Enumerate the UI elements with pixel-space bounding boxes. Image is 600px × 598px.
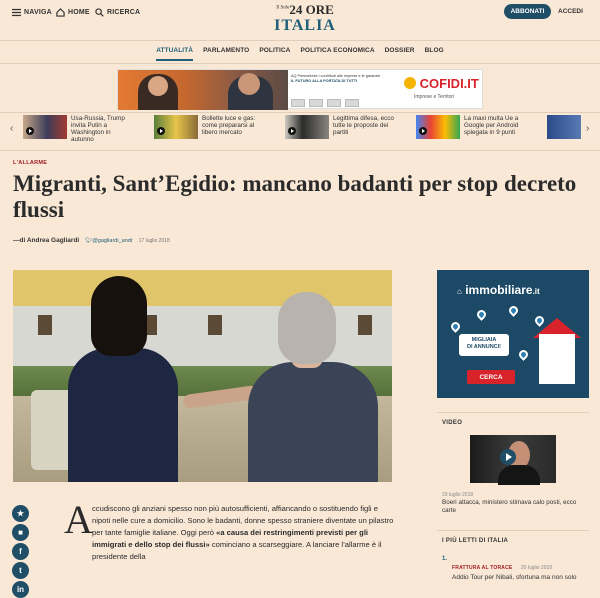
author-name[interactable]: —di Andrea Gagliardi — [13, 237, 80, 244]
ad-text: AQ Piemontese i contributi alle imprese e le garanzie IL FUTURO ALLA PORTATA DI TUTTI — [291, 74, 381, 83]
article-headline: Migranti, Sant’Egidio: mancano badanti per stop decreto flussi — [13, 171, 577, 222]
news-strip-title: La maxi multa Ue a Google per Android spiegata in 9 punti — [464, 115, 519, 136]
cofidi-logo: COFIDI.IT — [404, 76, 479, 91]
divider — [0, 63, 600, 64]
news-strip-item[interactable] — [416, 115, 526, 143]
news-strip — [0, 113, 600, 145]
tab-blog[interactable]: BLOG — [424, 47, 444, 54]
map-pin-icon — [507, 304, 520, 317]
twitter-share-button[interactable] — [12, 562, 29, 579]
byline — [13, 237, 170, 244]
ad-immobiliare[interactable] — [437, 270, 589, 398]
divider — [0, 150, 600, 151]
naviga-menu-button[interactable] — [12, 6, 52, 18]
immo-bubble: MIGLIAIA DI ANNUNCI! — [459, 334, 509, 356]
map-pin-icon — [475, 308, 488, 321]
news-strip-item[interactable] — [154, 115, 264, 143]
sole24ore-logo[interactable]: $^{Il Sole}$24 ORE — [276, 2, 334, 17]
news-strip-title: Bollette luce e gas: come prepararsi al libero mercato — [202, 115, 256, 136]
facebook-icon: f — [19, 547, 22, 556]
article-dropcap: A — [64, 497, 93, 542]
divider — [437, 412, 589, 413]
linkedin-icon: in — [16, 585, 25, 594]
tab-politica[interactable]: POLITICA — [259, 47, 291, 54]
cofidi-subtitle: Imprese e Territori — [414, 94, 455, 100]
article-body: ccudiscono gli anziani spesso non più autosufficienti, affiancando o sostituendo figli e nipoti nelle cure a domicilio. Sono le badanti, donne spesso straniere diventate un pilastro per tante famiglie italiane. Oggi però «a causa dei restringimenti previsti per gli immigrati e dello stop dei flussi» cominciano a scarseggiare. A lanciare l’allarme è il presidente della — [92, 504, 394, 561]
tab-politica-economica[interactable]: POLITICA ECONOMICA — [300, 47, 375, 54]
video-suit — [498, 465, 540, 485]
immobiliare-logo: ⌂ immobiliare.it — [457, 283, 540, 297]
republic-logo — [327, 99, 341, 107]
play-icon — [157, 127, 165, 135]
video-title[interactable]: Boeri attacca, ministero stimava calo posti, ecco carte — [442, 499, 577, 514]
tab-dossier[interactable]: DOSSIER — [384, 47, 415, 54]
ad-face — [148, 76, 168, 96]
article-date: 17 luglio 2018 — [138, 237, 170, 244]
region-logo — [309, 99, 323, 107]
most-read-number: 1. — [442, 556, 448, 562]
comment-button[interactable] — [12, 524, 29, 541]
news-thumbnail — [23, 115, 67, 139]
news-strip-item[interactable] — [285, 115, 395, 143]
partner-logo — [345, 99, 359, 107]
naviga-label: NAVIGA — [24, 8, 52, 16]
photo-window — [38, 315, 52, 335]
ricerca-button[interactable] — [95, 6, 140, 18]
map-pin-icon — [517, 348, 530, 361]
most-read-tag: FRATTURA AL TORACE — [452, 565, 513, 571]
ad-banner-cofidi[interactable] — [117, 69, 483, 109]
news-thumbnail — [154, 115, 198, 139]
chevron-left-icon[interactable]: ‹ — [10, 123, 14, 134]
comment-icon: ■ — [18, 528, 23, 537]
accedi-link[interactable]: ACCEDI — [558, 8, 583, 15]
play-icon — [288, 127, 296, 135]
cofidi-circle-icon — [404, 77, 416, 89]
video-section-label: VIDEO — [442, 420, 463, 426]
most-read-title: Addio Tour per Nibali, sfortuna ma non solo — [452, 574, 577, 581]
photo-window — [208, 315, 222, 335]
news-thumbnail[interactable] — [547, 115, 581, 139]
home-icon — [56, 8, 65, 17]
divider — [0, 40, 600, 41]
search-icon — [95, 8, 104, 17]
top-bar — [0, 0, 600, 38]
twitter-icon: 🐦︎ — [85, 237, 93, 244]
eu-logo — [291, 99, 305, 107]
map-pin-icon — [449, 320, 462, 333]
ad-logos — [291, 98, 401, 108]
photo-elderly-hair — [278, 292, 336, 364]
linkedin-share-button[interactable] — [12, 581, 29, 598]
most-read-label: I PIÙ LETTI DI ITALIA — [442, 538, 509, 544]
news-thumbnail — [416, 115, 460, 139]
home-button[interactable] — [56, 6, 90, 18]
hamburger-icon — [12, 8, 21, 17]
twitter-icon: t — [19, 566, 22, 575]
article-kicker[interactable]: L'ALLARME — [13, 160, 48, 166]
tab-attualita[interactable]: ATTUALITÀ — [156, 47, 193, 61]
bookmark-star-button[interactable] — [12, 505, 29, 522]
most-read-date: 20 luglio 2018 — [520, 565, 553, 571]
photo-window — [358, 315, 372, 335]
news-thumbnail — [285, 115, 329, 139]
news-strip-item[interactable] — [23, 115, 133, 143]
house-illustration — [539, 334, 575, 384]
tab-parlamento[interactable]: PARLAMENTO — [203, 47, 250, 54]
video-date: 20 luglio 2018 — [442, 492, 474, 498]
divider — [437, 530, 589, 531]
home-label: HOME — [68, 8, 90, 16]
twitter-handle[interactable]: 🐦︎@gagliardi_andr — [85, 237, 133, 244]
star-icon: ★ — [16, 509, 25, 518]
facebook-share-button[interactable] — [12, 543, 29, 560]
abbonati-button[interactable]: ABBONATI — [504, 4, 551, 19]
house-icon: ⌂ — [457, 287, 462, 296]
play-icon — [419, 127, 427, 135]
photo-woman-caregiver — [68, 348, 178, 482]
ricerca-label: RICERCA — [107, 8, 141, 16]
play-icon — [26, 127, 34, 135]
immo-cerca-button[interactable]: CERCA — [467, 370, 515, 384]
photo-elderly-woman — [248, 362, 378, 482]
photo-woman-hair — [91, 276, 147, 356]
video-thumbnail[interactable] — [470, 435, 556, 483]
most-read-item[interactable] — [452, 556, 592, 582]
ad-face — [238, 73, 260, 95]
section-title-italia[interactable]: ITALIA — [274, 17, 336, 34]
section-nav — [0, 47, 600, 61]
article-main-photo — [13, 270, 392, 482]
chevron-right-icon[interactable]: › — [586, 123, 590, 134]
play-icon[interactable] — [500, 449, 516, 465]
news-strip-title: Usa-Russia, Trump invita Putin a Washington in autunno — [71, 115, 125, 143]
news-strip-title: Legittima difesa, ecco tutte le proposte dei partiti — [333, 115, 394, 136]
